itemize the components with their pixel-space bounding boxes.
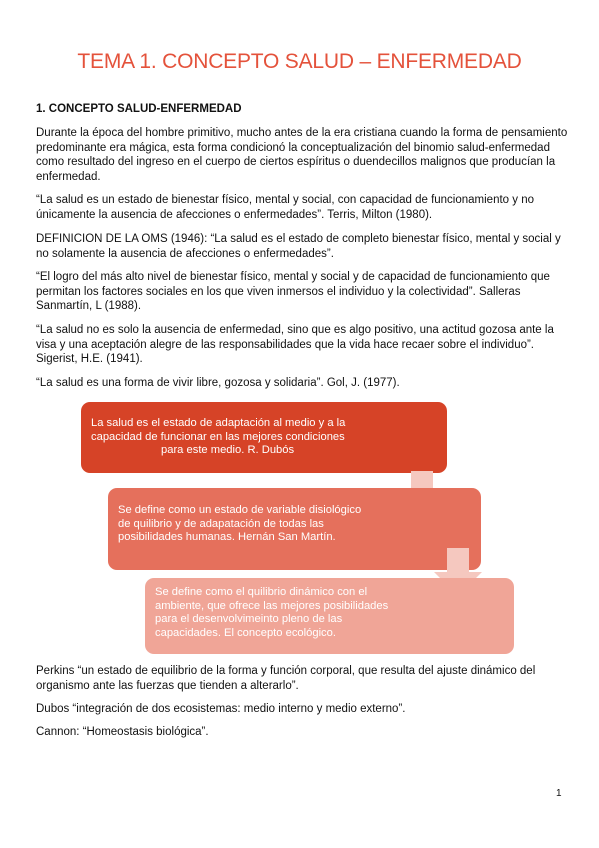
paragraph-salleras-quote: “El logro del más alto nivel de bienestar físico, mental y social y de capacidad de funcionamiento que permitan los factores sociales en los que viven inmersos el individuo y la colectividad”. Salleras Sanmartín, L (1988). [36,271,550,313]
diagram-box-ecologico-line2: ambiente, que ofrece las mejores posibilidades [155,599,389,612]
paragraph-oms-definition: DEFINICION DE LA OMS (1946): “La salud es el estado de completo bienestar físico, mental y social y no solamente la ausencia de afecciones o enfermedades”. [36,233,561,260]
diagram-box-dubos-line2: capacidad de funcionar en las mejores condiciones [91,430,345,443]
diagram-box-dubos-line1: La salud es el estado de adaptación al medio y a la [91,417,346,429]
paragraph-dubos: Dubos “integración de dos ecosistemas: medio interno y medio externo”. [36,703,406,715]
page-number: 1 [556,788,562,799]
diagram-box-dubos [81,402,447,473]
diagram-box-san-martin-line2: de quilibrio y de adapatación de todas las [118,517,324,530]
page-title: TEMA 1. CONCEPTO SALUD – ENFERMEDAD [77,50,522,73]
diagram-box-ecologico-line1: Se define como el quilibrio dinámico con el [155,586,368,598]
paragraph-cannon: Cannon: “Homeostasis biológica”. [36,726,209,738]
diagram-box-ecologico [145,578,514,654]
diagram-box-ecologico-line3: para el desenvolvimeinto pleno de las [155,613,343,626]
diagram-box-san-martin [108,488,481,570]
paragraph-terris-quote: “La salud es un estado de bienestar físico, mental y social, con capacidad de funcionamiento y no únicamente la ausencia de afecciones o enfermedades”. Terris, Milton (1980). [36,194,534,221]
diagram-box-san-martin-line3: posibilidades humanas. Hernán San Martín. [118,531,336,544]
diagram-box-dubos-line3: para este medio. R. Dubós [161,444,295,457]
paragraph-gol-quote: “La salud es una forma de vivir libre, gozosa y solidaria”. Gol, J. (1977). [36,377,400,389]
paragraph-sigerist-quote: “La salud no es solo la ausencia de enfermedad, sino que es algo positivo, una actitud gozosa ante la visa y una aceptación alegre de las responsabilidades que la vida hace recaer sobre el individuo”. Sigerist, H.E. (1941). [36,324,554,366]
paragraph-perkins: Perkins “un estado de equilibrio de la forma y función corporal, que resulta del ajuste dinámico del organismo ante las fuerzas que tienden a alterarlo”. [36,665,536,692]
diagram-box-san-martin-line1: Se define como un estado de variable disiológico [118,504,362,516]
paragraph-intro: Durante la época del hombre primitivo, mucho antes de la era cristiana cuando la forma de pensamiento predominante era mágica, esta forma condicionó la conceptualización del binomio salud-enfermedad como resultado del ingreso en el cuerpo de ciertos espíritus o duendecillos malignos que producían la enfermedad. [36,127,568,183]
section-heading: 1. CONCEPTO SALUD-ENFERMEDAD [36,103,242,115]
diagram-box-ecologico-line4: capacidades. El concepto ecológico. [155,626,336,639]
